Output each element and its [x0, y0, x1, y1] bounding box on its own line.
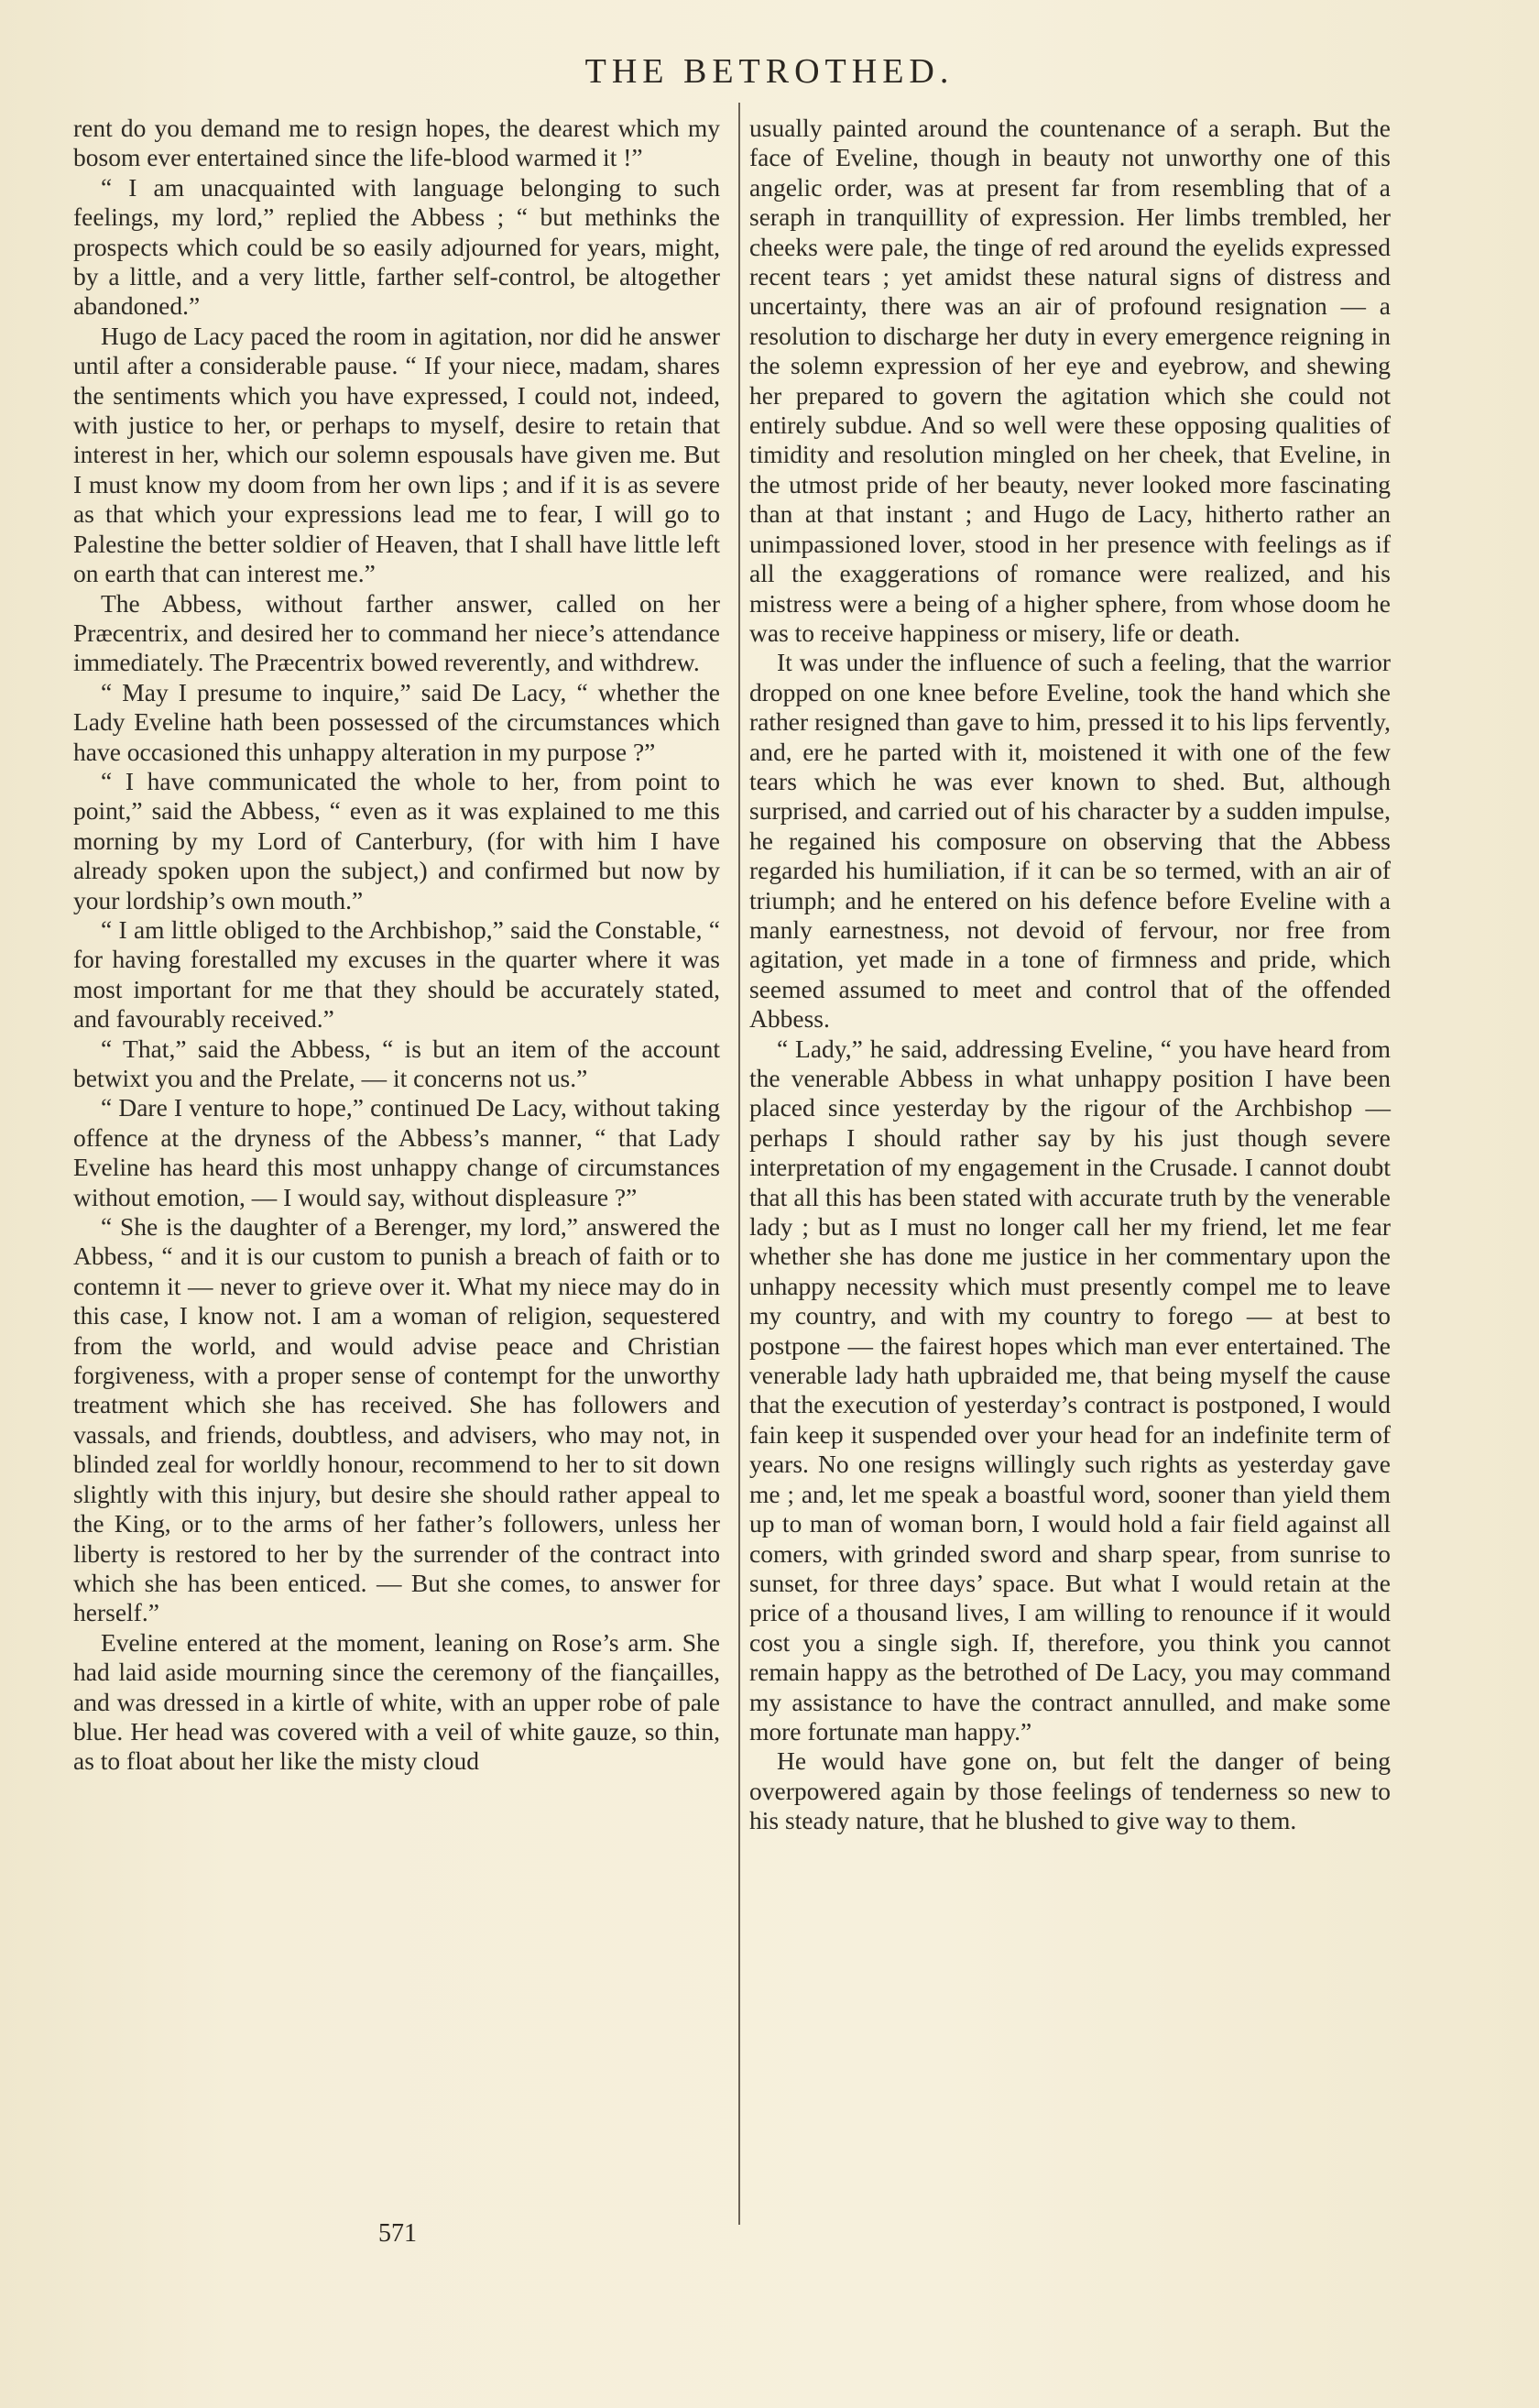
paragraph: “ That,” said the Abbess, “ is but an item of the account betwixt you and the Prelate, — it concerns not us.” [73, 1034, 720, 1092]
running-head-title: THE BETROTHED. [584, 52, 955, 91]
left-column [73, 114, 720, 1777]
paragraph: “ Dare I venture to hope,” continued De Lacy, without taking offence at the dryness of the Abbess’s manner, “ that Lady Eveline has heard this most unhappy change of circumstances without emotion, — I would say, without displeasure ?” [73, 1093, 720, 1211]
paragraph: “ I have communicated the whole to her, from point to point,” said the Abbess, “ even as it was explained to me this morning by my Lord of Canterbury, (for with him I have already spoken upon the subject,) and confirmed but now by your lordship’s own mouth.” [73, 766, 720, 914]
right-column [749, 114, 1391, 1836]
page-number: 571 [378, 2219, 417, 2248]
paragraph: Eveline entered at the moment, leaning on Rose’s arm. She had laid aside mourning since the ceremony of the fiançailles, and was dressed in a kirtle of white, with an upper robe of pale blue. Her head was covered with a veil of white gauze, so thin, as to float about her like the misty cloud [73, 1627, 720, 1776]
paragraph: He would have gone on, but felt the danger of being overpowered again by those feelings of tenderness so new to his steady nature, that he blushed to give way to them. [749, 1746, 1391, 1835]
paragraph: usually painted around the countenance of a seraph. But the face of Eveline, though in beauty not unworthy one of this angelic order, was at present far from resembling that of a seraph in tranquillity of expression. Her limbs trembled, her cheeks were pale, the tinge of red around the eyelids expressed recent tears ; yet amidst these natural signs of distress and uncertainty, there was an air of profound resignation — a resolution to discharge her duty in every emergence reigning in the solemn expression of her eye and eyebrow, and shewing her prepared to govern the agitation which she could not entirely subdue. And so well were these opposing qualities of timidity and resolution mingled on her cheek, that Eveline, in the utmost pride of her beauty, never looked more fascinating than at that instant ; and Hugo de Lacy, hitherto rather an unimpassioned lover, stood in her presence with feelings as if all the exaggerations of romance were realized, and his mistress were a being of a higher sphere, from whose doom he was to receive happiness or misery, life or death. [749, 114, 1391, 647]
paragraph: “ I am unacquainted with language belonging to such feelings, my lord,” replied the Abbess ; “ but methinks the prospects which could be so easily adjourned for years, might, by a little, and a very little, farther self-control, be altogether abandoned.” [73, 172, 720, 321]
paragraph: Hugo de Lacy paced the room in agitation, nor did he answer until after a considerable pause. “ If your niece, madam, shares the sentiments which you have expressed, I could not, indeed, with justice to her, or perhaps to myself, desire to retain that interest in her, which our solemn espousals have given me. But I must know my doom from her own lips ; and if it is as severe as that which your expressions lead me to fear, I will go to Palestine the better soldier of Heaven, that I shall have little left on earth that can interest me.” [73, 321, 720, 588]
paragraph: The Abbess, without farther answer, called on her Præcentrix, and desired her to command her niece’s attendance immediately. The Præcentrix bowed reverently, and withdrew. [73, 588, 720, 677]
paragraph: “ I am little obliged to the Archbishop,” said the Constable, “ for having forestalled my excuses in the quarter where it was most important for me that they should be accurately stated, and favourably received.” [73, 914, 720, 1034]
paragraph: “ She is the daughter of a Berenger, my lord,” answered the Abbess, “ and it is our custom to punish a breach of faith or to contemn it — never to grieve over it. What my niece may do in this case, I know not. I am a woman of religion, sequestered from the world, and would advise peace and Christian forgiveness, with a proper sense of contempt for the unworthy treatment which she has received. She has followers and vassals, and friends, doubtless, and advisers, who may not, in blinded zeal for worldly honour, recommend to her to sit down slightly with this injury, but desire she should rather appeal to the King, or to the arms of her father’s followers, unless her liberty is restored to her by the surrender of the contract into which she has been enticed. — But she comes, to answer for herself.” [73, 1212, 720, 1627]
paragraph: It was under the influence of such a feeling, that the warrior dropped on one knee before Eveline, took the hand which she rather resigned than gave to him, pressed it to his lips fervently, and, ere he parted with it, moistened it with one of the few tears which he was ever known to shed. But, although surprised, and carried out of his character by a sudden impulse, he regained his composure on observing that the Abbess regarded his humiliation, if it can be so termed, with an air of triumph; and he entered on his defence before Eveline with a manly earnestness, not devoid of fervour, nor free from agitation, yet made in a tone of firmness and pride, which seemed assumed to meet and control that of the offended Abbess. [749, 648, 1391, 1034]
paragraph: “ May I presume to inquire,” said De Lacy, “ whether the Lady Eveline hath been possessed of the circumstances which have occasioned this unhappy alteration in my purpose ?” [73, 677, 720, 766]
paragraph: “ Lady,” he said, addressing Eveline, “ you have heard from the venerable Abbess in what unhappy position I have been placed since yesterday by the rigour of the Archbishop — perhaps I should rather say by his just though severe interpretation of my engagement in the Crusade. I cannot doubt that all this has been stated with accurate truth by the venerable lady ; but as I must no longer call her my friend, let me fear whether she has done me justice in her commentary upon the unhappy necessity which must presently compel me to leave my country, and with my country to forego — at best to postpone — the fairest hopes which man ever entertained. The venerable lady hath upbraided me, that being myself the cause that the execution of yesterday’s contract is postponed, I would fain keep it suspended over your head for an indefinite term of years. No one resigns willingly such rights as yesterday gave me ; and, let me speak a boastful word, sooner than yield them up to man of woman born, I would hold a fair field against all comers, with grinded sword and sharp spear, from sunrise to sunset, for three days’ space. But what I would retain at the price of a thousand lives, I am willing to renounce if it would cost you a single sigh. If, therefore, you think you cannot remain happy as the betrothed of De Lacy, you may command my assistance to have the contract annulled, and make some more fortunate man happy.” [749, 1034, 1391, 1746]
paragraph: rent do you demand me to resign hopes, the dearest which my bosom ever entertained since the life-blood warmed it !” [73, 114, 720, 172]
column-divider [738, 103, 740, 2225]
